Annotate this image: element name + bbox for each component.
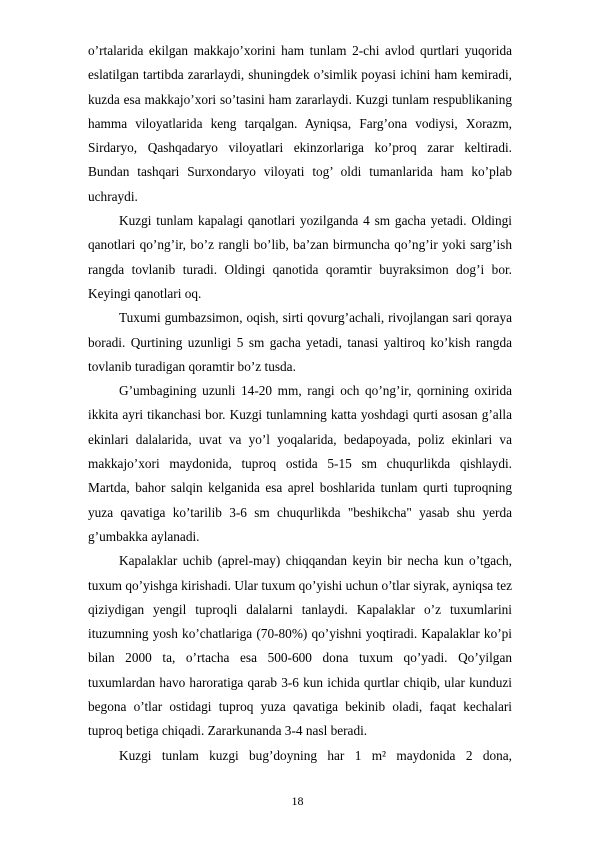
page-number: 18 (291, 794, 304, 808)
paragraph-moth-description: Kuzgi tunlam kapalagi qanotlari yozilganda 4 sm gacha yetadi. Oldingi qanotlari qo’ng’ir, bo’z rangli bo’lib, ba’zan birmuncha qo’ng’ir yoki sarg’ish rangda tovlanib turadi. Oldingi qanotida qoramtir buyraksimon dog’i bor. Keyingi qanotlari oq. (88, 213, 512, 301)
paragraph-egg-laying: Kapalaklar uchib (aprel-may) chiqqandan keyin bir necha kun o’tgach, tuxum qo’yishga kirishadi. Ular tuxum qo’yishi uchun o’tlar siyrak, ayniqsa tez qiziydigan yengil tuproqli dalalarni tanlaydi. Kapalaklar o’z tuxumlarini ituzumning yosh ko’chatlariga (70-80%) qo’yishni yoqtiradi. Kapalaklar ko’pi bilan 2000 ta, o’rtacha esa 500-600 dona tuxum qo’yadi. Qo’yilgan tuxumlardan havo haroratiga qarab 3-6 kun ichida qurtlar chiqib, ular kunduzi begona o’tlar ostidagi tuproq yuza qavatiga bekinib oladi, faqat kechalari tuproq betiga chiqadi. Zararkunanda 3-4 nasl beradi. (88, 553, 512, 739)
paragraph-continuation: o’rtalarida ekilgan makkajo’xorini ham tunlam 2-chi avlod qurtlari yuqorida eslatilgan tartibda zararlaydi, shuningdek o’simlik poyasi ichini ham kemiradi, kuzda esa makkajo’xori so’tasini ham zararlaydi. Kuzgi tunlam respublikaning hamma viloyatlarida keng tarqalgan. Ayniqsa, Farg’ona vodiysi, Xorazm, Sirdaryo, Qashqadaryo viloyatlari ekinzorlariga ko’proq zarar keltiradi. Bundan tashqari Surxondaryo viloyati tog’ oldi tumanlarida ham ko’plab uchraydi. (88, 43, 512, 204)
paragraph-egg-larva: Tuxumi gumbazsimon, oqish, sirti qovurg’achali, rivojlangan sari qoraya boradi. Qurtining uzunligi 5 sm gacha yetadi, tanasi yaltiroq ko’kish rangda tovlanib turadigan qoramtir bo’z tusda. (88, 310, 512, 374)
paragraph-damage-start: Kuzgi tunlam kuzgi bug’doyning har 1 m² maydonida 2 dona, (119, 747, 512, 763)
body-text (88, 39, 512, 768)
paragraph-pupa-overwintering: G’umbagining uzunli 14-20 mm, rangi och qo’ng’ir, qornining oxirida ikkita ayri tikanchasi bor. Kuzgi tunlamning katta yoshdagi qurti asosan g’alla ekinlari dalalarida, uvat va yo’l yoqalarida, bedapoyada, poliz ekinlari va makkajo’xori maydonida, tuproq ostida 5-15 sm chuqurlikda qishlaydi. Martda, bahor salqin kelganida esa aprel boshlarida tunlam qurti tuproqning yuza qavatiga ko’tarilib 3-6 sm chuqurlikda "beshikcha" yasab shu yerda g’umbakka aylanadi. (88, 383, 512, 544)
